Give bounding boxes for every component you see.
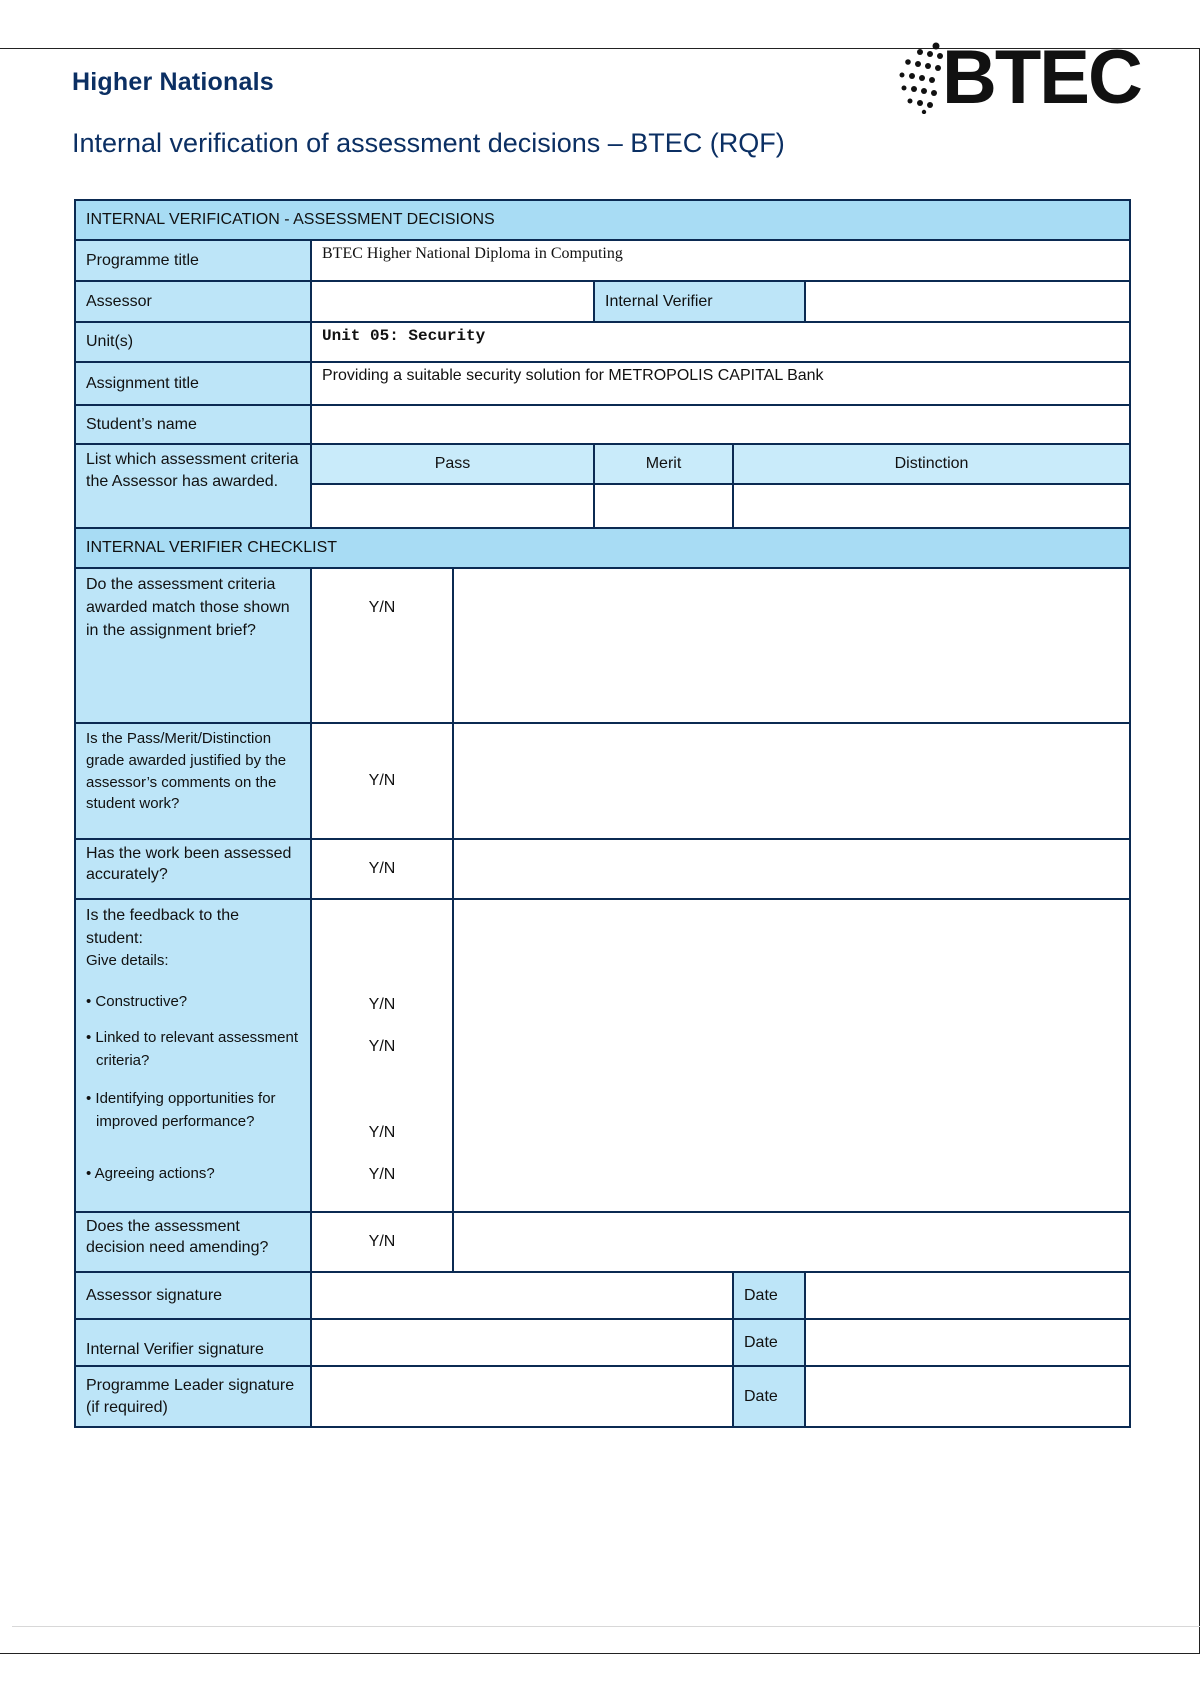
btec-logo: [896, 35, 1141, 120]
section-heading-checklist: INTERNAL VERIFIER CHECKLIST: [75, 528, 1130, 568]
feedback-item-linked: • Linked to relevant assessment criteria?: [86, 1029, 299, 1069]
checklist-question-feedback: [75, 899, 311, 1212]
yn-amending[interactable]: Y/N: [311, 1212, 453, 1272]
programme-leader-signature-label: Programme Leader signature (if required): [75, 1366, 311, 1427]
programme-title-field[interactable]: BTEC Higher National Diploma in Computing: [311, 240, 1130, 281]
feedback-title: Is the feedback to the student:: [86, 907, 239, 948]
checklist-question-grade-justified: Is the Pass/Merit/Distinction grade awarded justified by the assessor’s comments on the student work?: [75, 723, 311, 839]
document-subtitle: Internal verification of assessment decisions – BTEC (RQF): [72, 128, 785, 158]
grade-distinction-header: Distinction: [733, 444, 1130, 484]
feedback-item-agreeing: • Agreeing actions?: [86, 1165, 215, 1183]
student-name-field[interactable]: [311, 405, 1130, 444]
comment-grade-justified[interactable]: [453, 723, 1130, 839]
units-field[interactable]: Unit 05: Security: [311, 322, 1130, 362]
units-label: Unit(s): [75, 322, 311, 362]
grade-distinction-field[interactable]: [733, 484, 1130, 528]
grade-merit-field[interactable]: [594, 484, 733, 528]
grade-pass-header: Pass: [311, 444, 594, 484]
internal-verifier-date-field[interactable]: [805, 1319, 1130, 1366]
programme-leader-date-label: Date: [733, 1366, 805, 1427]
internal-verifier-date-label: Date: [733, 1319, 805, 1366]
logo-text: BTEC: [942, 35, 1141, 120]
assignment-title-label: Assignment title: [75, 362, 311, 405]
comment-amending[interactable]: [453, 1212, 1130, 1272]
comment-assessed-accurately[interactable]: [453, 839, 1130, 899]
verification-form: [74, 199, 1131, 1428]
assessor-field[interactable]: [311, 281, 594, 322]
internal-verifier-signature-field[interactable]: [311, 1319, 733, 1366]
logo-dots-icon: [896, 42, 944, 114]
programme-leader-signature-field[interactable]: [311, 1366, 733, 1427]
section-heading-assessment: INTERNAL VERIFICATION - ASSESSMENT DECISIONS: [75, 200, 1130, 240]
yn-constructive[interactable]: Y/N: [368, 996, 396, 1013]
feedback-give-details: Give details:: [86, 952, 169, 970]
programme-leader-date-field[interactable]: [805, 1366, 1130, 1427]
assessor-date-label: Date: [733, 1272, 805, 1319]
document-title: Higher Nationals: [72, 68, 274, 96]
checklist-question-assessed-accurately: Has the work been assessed accurately?: [75, 839, 311, 899]
checklist-question-criteria-match: Do the assessment criteria awarded match those shown in the assignment brief?: [75, 568, 311, 723]
footer-rule: [12, 1626, 1200, 1627]
yn-assessed-accurately[interactable]: Y/N: [311, 839, 453, 899]
feedback-item-opportunities: • Identifying opportunities for improved performance?: [86, 1090, 276, 1130]
internal-verifier-label: Internal Verifier: [594, 281, 805, 322]
assessor-date-field[interactable]: [805, 1272, 1130, 1319]
yn-linked[interactable]: Y/N: [368, 1038, 396, 1055]
assignment-title-field[interactable]: Providing a suitable security solution for METROPOLIS CAPITAL Bank: [311, 362, 1130, 405]
criteria-label: List which assessment criteria the Assessor has awarded.: [75, 444, 311, 528]
assessor-label: Assessor: [75, 281, 311, 322]
grade-merit-header: Merit: [594, 444, 733, 484]
internal-verifier-signature-label: Internal Verifier signature: [75, 1319, 311, 1366]
yn-criteria-match[interactable]: Y/N: [311, 568, 453, 723]
feedback-item-constructive: • Constructive?: [86, 992, 188, 1010]
yn-grade-justified[interactable]: Y/N: [311, 723, 453, 839]
yn-agreeing[interactable]: Y/N: [368, 1166, 396, 1183]
grade-pass-field[interactable]: [311, 484, 594, 528]
comment-criteria-match[interactable]: [453, 568, 1130, 723]
assessor-signature-field[interactable]: [311, 1272, 733, 1319]
yn-feedback-column: [311, 899, 453, 1212]
assessor-signature-label: Assessor signature: [75, 1272, 311, 1319]
student-name-label: Student’s name: [75, 405, 311, 444]
checklist-question-amending: Does the assessment decision need amending?: [75, 1212, 311, 1272]
internal-verifier-field[interactable]: [805, 281, 1130, 322]
comment-feedback[interactable]: [453, 899, 1130, 1212]
programme-title-label: Programme title: [75, 240, 311, 281]
yn-opportunities[interactable]: Y/N: [368, 1124, 396, 1141]
